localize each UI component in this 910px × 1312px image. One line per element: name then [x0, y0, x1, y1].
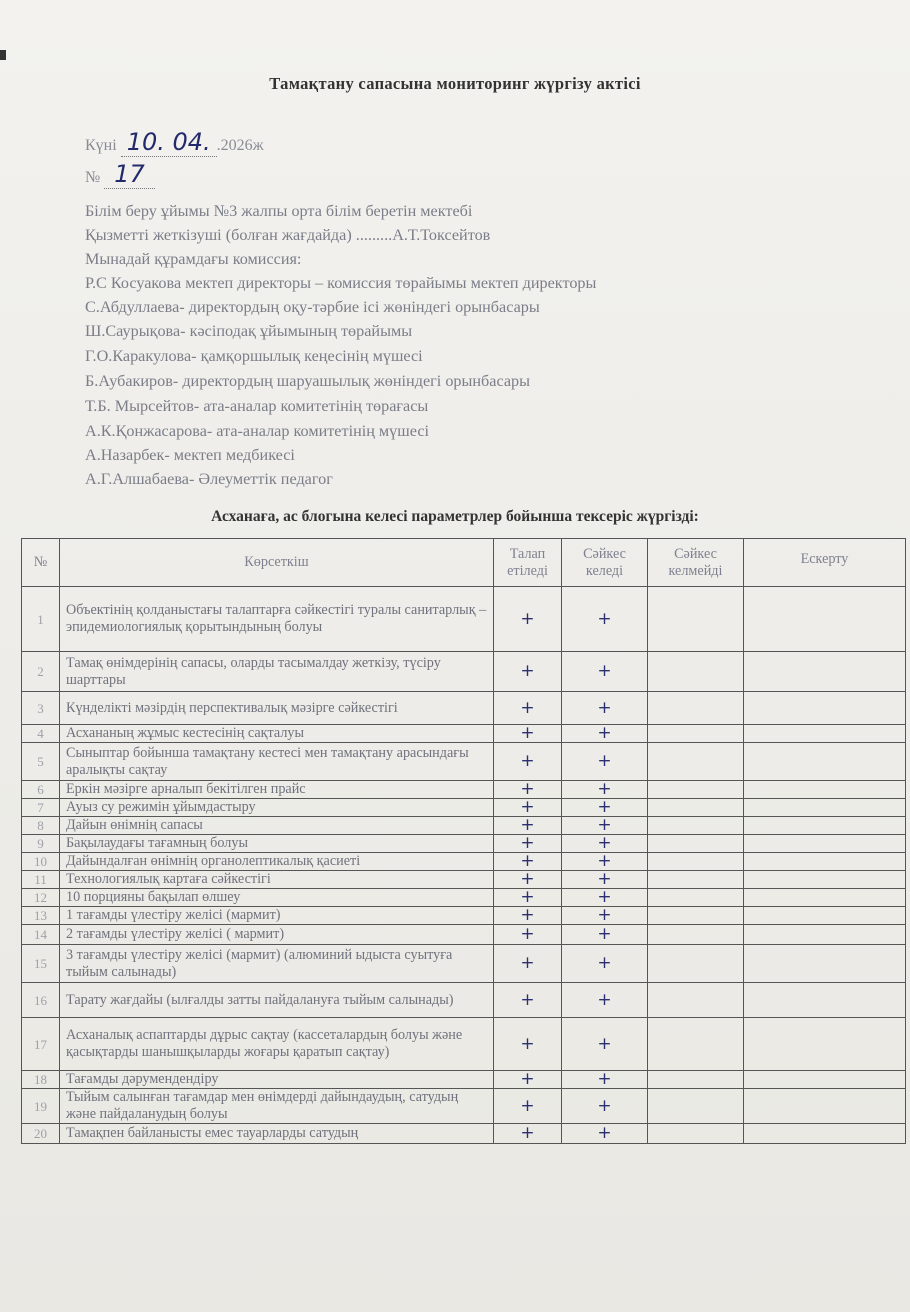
row-compliant-mark: + [562, 1124, 648, 1144]
row-number: 13 [22, 907, 60, 925]
row-note [744, 1071, 906, 1089]
row-noncompliant-mark [648, 692, 744, 725]
table-row [22, 835, 906, 853]
row-compliant-mark: + [562, 925, 648, 945]
row-indicator: Объектінің қолданыстағы талаптарға сәйкестігі туралы санитарлық – эпидемиологиялық қорытындының болуы [60, 587, 494, 652]
row-number: 6 [22, 781, 60, 799]
row-note [744, 652, 906, 692]
row-note [744, 835, 906, 853]
row-compliant-mark: + [562, 743, 648, 781]
table-row [22, 1071, 906, 1089]
number-row [85, 160, 155, 189]
row-number: 11 [22, 871, 60, 889]
row-number: 7 [22, 799, 60, 817]
row-note [744, 781, 906, 799]
inspection-subheading: Асханаға, ас блогына келесі параметрлер бойынша тексеріс жүргізді: [211, 508, 699, 525]
corner-mark [0, 50, 6, 60]
table-row [22, 725, 906, 743]
row-note [744, 983, 906, 1018]
table-row [22, 743, 906, 781]
row-noncompliant-mark [648, 587, 744, 652]
row-number: 18 [22, 1071, 60, 1089]
row-note [744, 1124, 906, 1144]
row-note [744, 817, 906, 835]
row-note [744, 889, 906, 907]
table-row [22, 1018, 906, 1071]
commission-member-5: Б.Аубакиров- директордың шаруашылық жөніндегі орынбасары [85, 372, 530, 390]
row-required-mark: + [494, 587, 562, 652]
row-compliant-mark: + [562, 692, 648, 725]
row-indicator: Технологиялық картаға сәйкестігі [60, 871, 494, 889]
row-compliant-mark: + [562, 853, 648, 871]
row-number: 12 [22, 889, 60, 907]
row-noncompliant-mark [648, 781, 744, 799]
commission-member-2: С.Абдуллаева- директордың оқу-тәрбие ісі жөніндегі орынбасары [85, 298, 540, 316]
number-handwritten: 17 [104, 160, 155, 189]
row-note [744, 925, 906, 945]
row-compliant-mark: + [562, 781, 648, 799]
row-note [744, 799, 906, 817]
row-note [744, 1018, 906, 1071]
row-number: 1 [22, 587, 60, 652]
row-required-mark: + [494, 835, 562, 853]
table-row [22, 1089, 906, 1124]
row-required-mark: + [494, 925, 562, 945]
table-row [22, 945, 906, 983]
number-label: № [85, 169, 101, 186]
row-indicator: 3 тағамды үлестіру желісі (мармит) (алюминий ыдыста суытуға тыйым салынады) [60, 945, 494, 983]
row-number: 10 [22, 853, 60, 871]
row-number: 14 [22, 925, 60, 945]
row-compliant-mark: + [562, 1018, 648, 1071]
row-required-mark: + [494, 889, 562, 907]
header-noncompliant: Сәйкес келмейді [648, 539, 744, 587]
row-noncompliant-mark [648, 925, 744, 945]
row-compliant-mark: + [562, 889, 648, 907]
table-row [22, 889, 906, 907]
row-compliant-mark: + [562, 871, 648, 889]
table-row [22, 781, 906, 799]
row-noncompliant-mark [648, 1089, 744, 1124]
row-indicator: Дайындалған өнімнің органолептикалық қасиеті [60, 853, 494, 871]
row-noncompliant-mark [648, 889, 744, 907]
row-noncompliant-mark [648, 799, 744, 817]
row-required-mark: + [494, 652, 562, 692]
row-compliant-mark: + [562, 983, 648, 1018]
commission-member-1: Р.С Косуакова мектеп директоры – комиссия төрайымы мектеп директоры [85, 274, 597, 292]
table-header-row [22, 539, 906, 587]
row-compliant-mark: + [562, 587, 648, 652]
row-noncompliant-mark [648, 652, 744, 692]
table-row [22, 1124, 906, 1144]
row-indicator: Тағамды дәрумендендіру [60, 1071, 494, 1089]
row-note [744, 692, 906, 725]
row-indicator: 10 порцияны бақылап өлшеу [60, 889, 494, 907]
row-number: 16 [22, 983, 60, 1018]
row-note [744, 853, 906, 871]
table-row [22, 925, 906, 945]
row-required-mark: + [494, 1124, 562, 1144]
document-title: Тамақтану сапасына мониторинг жүргізу актісі [269, 74, 641, 93]
header-num: № [22, 539, 60, 587]
row-noncompliant-mark [648, 983, 744, 1018]
row-required-mark: + [494, 817, 562, 835]
row-required-mark: + [494, 871, 562, 889]
table-row [22, 652, 906, 692]
row-note [744, 1089, 906, 1124]
row-indicator: Бақылаудағы тағамның болуы [60, 835, 494, 853]
row-indicator: Күнделікті мәзірдің перспективалық мәзірге сәйкестігі [60, 692, 494, 725]
row-compliant-mark: + [562, 817, 648, 835]
row-indicator: 1 тағамды үлестіру желісі (мармит) [60, 907, 494, 925]
date-row [85, 128, 264, 157]
table-row [22, 983, 906, 1018]
row-note [744, 871, 906, 889]
date-handwritten: 10. 04. [126, 128, 211, 156]
row-noncompliant-mark [648, 1071, 744, 1089]
row-required-mark: + [494, 853, 562, 871]
row-number: 9 [22, 835, 60, 853]
parameters-table [21, 538, 906, 1144]
row-compliant-mark: + [562, 652, 648, 692]
row-compliant-mark: + [562, 799, 648, 817]
row-compliant-mark: + [562, 1089, 648, 1124]
row-noncompliant-mark [648, 1124, 744, 1144]
organization-line: Білім беру ұйымы №3 жалпы орта білім беретін мектебі [85, 202, 473, 220]
row-indicator: 2 тағамды үлестіру желісі ( мармит) [60, 925, 494, 945]
commission-member-9: А.Г.Алшабаева- Әлеуметтік педагог [85, 470, 333, 488]
row-noncompliant-mark [648, 945, 744, 983]
commission-member-3: Ш.Саурықова- кәсіподақ ұйымының төрайымы [85, 322, 413, 340]
row-note [744, 743, 906, 781]
row-note [744, 725, 906, 743]
row-number: 4 [22, 725, 60, 743]
table-row [22, 587, 906, 652]
commission-member-8: А.Назарбек- мектеп медбикесі [85, 446, 295, 464]
row-required-mark: + [494, 781, 562, 799]
date-label: Күні [85, 137, 117, 154]
row-noncompliant-mark [648, 743, 744, 781]
row-noncompliant-mark [648, 835, 744, 853]
row-number: 5 [22, 743, 60, 781]
row-required-mark: + [494, 1018, 562, 1071]
row-required-mark: + [494, 799, 562, 817]
row-noncompliant-mark [648, 1018, 744, 1071]
row-indicator: Тамақ өнімдерінің сапасы, оларды тасымалдау жеткізу, түсіру шарттары [60, 652, 494, 692]
row-noncompliant-mark [648, 907, 744, 925]
table-row [22, 817, 906, 835]
row-noncompliant-mark [648, 725, 744, 743]
row-number: 19 [22, 1089, 60, 1124]
table-row [22, 871, 906, 889]
row-number: 15 [22, 945, 60, 983]
row-compliant-mark: + [562, 1071, 648, 1089]
row-note [744, 587, 906, 652]
row-compliant-mark: + [562, 945, 648, 983]
row-note [744, 945, 906, 983]
row-required-mark: + [494, 983, 562, 1018]
table-row [22, 907, 906, 925]
row-required-mark: + [494, 1089, 562, 1124]
commission-member-4: Г.О.Каракулова- қамқоршылық кеңесінің мүшесі [85, 347, 423, 365]
header-indicator: Көрсеткіш [60, 539, 494, 587]
header-required: Талап етіледі [494, 539, 562, 587]
row-compliant-mark: + [562, 835, 648, 853]
row-compliant-mark: + [562, 907, 648, 925]
table-row [22, 692, 906, 725]
date-suffix: .2026ж [216, 137, 264, 154]
commission-heading: Мынадай құрамдағы комиссия: [85, 250, 302, 268]
row-indicator: Тамақпен байланысты емес тауарларды сатудың [60, 1124, 494, 1144]
row-number: 2 [22, 652, 60, 692]
commission-member-7: А.К.Қонжасарова- ата-аналар комитетінің мүшесі [85, 422, 430, 440]
row-number: 8 [22, 817, 60, 835]
header-compliant: Сәйкес келеді [562, 539, 648, 587]
row-indicator: Ауыз су режимін ұйымдастыру [60, 799, 494, 817]
row-indicator: Еркін мәзірге арналып бекітілген прайс [60, 781, 494, 799]
table-row [22, 799, 906, 817]
row-note [744, 907, 906, 925]
row-required-mark: + [494, 692, 562, 725]
row-noncompliant-mark [648, 871, 744, 889]
row-required-mark: + [494, 725, 562, 743]
commission-member-6: Т.Б. Мырсейтов- ата-аналар комитетінің төрағасы [85, 397, 429, 415]
row-required-mark: + [494, 945, 562, 983]
row-compliant-mark: + [562, 725, 648, 743]
row-noncompliant-mark [648, 817, 744, 835]
row-number: 20 [22, 1124, 60, 1144]
row-indicator: Тарату жағдайы (ылғалды затты пайдалануға тыйым салынады) [60, 983, 494, 1018]
row-noncompliant-mark [648, 853, 744, 871]
row-indicator: Тыйым салынған тағамдар мен өнімдерді дайындаудың, сатудың және пайдаланудың болуы [60, 1089, 494, 1124]
row-required-mark: + [494, 1071, 562, 1089]
row-indicator: Дайын өнімнің сапасы [60, 817, 494, 835]
row-required-mark: + [494, 743, 562, 781]
row-required-mark: + [494, 907, 562, 925]
date-field [121, 128, 217, 157]
row-indicator: Асханалық аспаптарды дұрыс сақтау (кассеталардың болуы және қасықтарды шанышқыларды жоғары қаратып сақтау) [60, 1018, 494, 1071]
header-note: Ескерту [744, 539, 906, 587]
row-indicator: Асхананың жұмыс кестесінің сақталуы [60, 725, 494, 743]
supplier-line: Қызметті жеткізуші (болған жағдайда) .........А.Т.Токсейтов [85, 226, 491, 244]
row-indicator: Сыныптар бойынша тамақтану кестесі мен тамақтану арасындағы аралықты сақтау [60, 743, 494, 781]
table-row [22, 853, 906, 871]
row-number: 3 [22, 692, 60, 725]
row-number: 17 [22, 1018, 60, 1071]
